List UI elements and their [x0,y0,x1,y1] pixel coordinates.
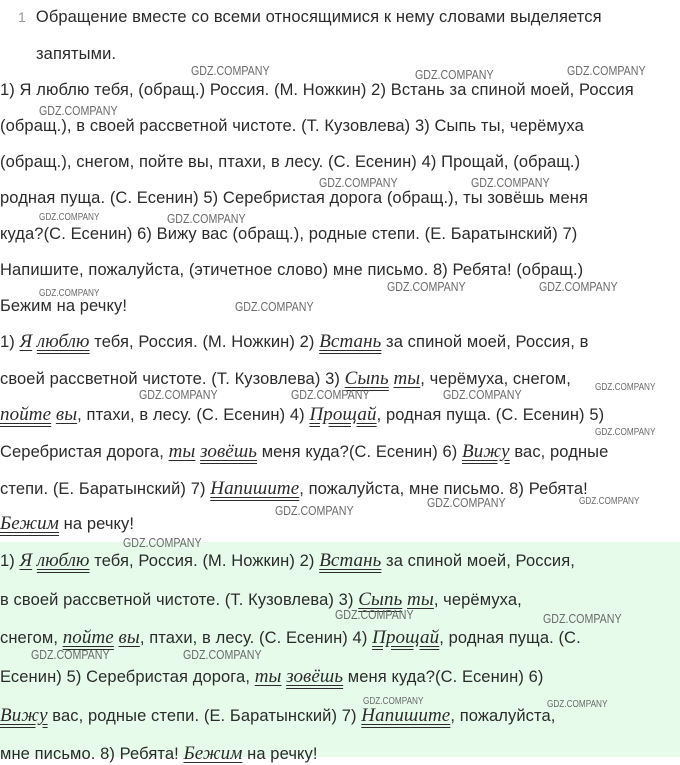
answer-3-line: мне письмо. 8) Ребята! Бежим на речку! [0,743,318,764]
watermark: GDZ.COMPANY [191,63,270,78]
predicate: Прощай [372,627,440,648]
watermark: GDZ.COMPANY [543,611,622,626]
watermark: GDZ.COMPANY [275,503,354,518]
answer-3-line: Вижу вас, родные степи. (Е. Баратынский) 7) Напишите, пожалуйста, [0,705,556,726]
predicate: пойте [0,404,52,425]
task-line-2: запятыми. [36,45,117,63]
answer-2-line: 1) Я люблю тебя, Россия. (М. Ножкин) 2) Встань за спиной моей, Россия, в [0,331,589,352]
answer-1-line: куда?(С. Есенин) 6) Вижу вас (обращ.), родные степи. (Е. Баратынский) 7) [0,225,578,243]
subject: вы [118,627,140,648]
watermark: GDZ.COMPANY [31,647,110,662]
watermark: GDZ.COMPANY [363,696,424,707]
subject: ты [393,368,421,389]
subject: ты [254,666,282,687]
predicate: зовёшь [200,441,258,462]
watermark: GDZ.COMPANY [547,699,608,710]
predicate: люблю [36,550,90,571]
watermark: GDZ.COMPANY [183,647,262,662]
answer-3-line: снегом, пойте вы, птахи, в лесу. (С. Есенин) 4) Прощай, родная пуща. (С. [0,627,581,648]
predicate: люблю [36,331,90,352]
predicate: Прощай [309,404,377,425]
answer-2-line: степи. (Е. Баратынский) 7) Напишите, пожалуйста, мне письмо. 8) Ребята! [0,478,588,499]
answer-1-line: Напишите, пожалуйста, (этичетное слово) мне письмо. 8) Ребята! (обращ.) [0,261,584,279]
predicate: пойте [62,627,114,648]
watermark: GDZ.COMPANY [319,175,398,190]
predicate: Встань [319,331,382,352]
answer-2-line: пойте вы, птахи, в лесу. (С. Есенин) 4) Прощай, родная пуща. (С. Есенин) 5) [0,404,605,425]
watermark: GDZ.COMPANY [539,279,618,294]
predicate: Встань [319,550,382,571]
answer-1-line: 1) Я люблю тебя, (обращ.) Россия. (М. Ножкин) 2) Встань за спиной моей, Россия [0,81,634,99]
predicate: Вижу [462,441,510,462]
predicate: Сыпь [358,589,403,610]
answer-2-line: Бежим на речку! [0,513,135,534]
task-number: 1 [18,9,26,25]
answer-1-line: родная пуща. (С. Есенин) 5) Серебристая дорога (обращ.), ты зовёшь меня [0,189,589,207]
subject: Я [19,331,33,352]
watermark: GDZ.COMPANY [471,175,550,190]
predicate: Бежим [183,743,243,764]
answer-3-line: 1) Я люблю тебя, Россия. (М. Ножкин) 2) Встань за спиной моей, Россия, [0,550,575,571]
answer-2-line: Серебристая дорога, ты зовёшь меня куда?(С. Есенин) 6) Вижу вас, родные [0,441,609,462]
answer-3-line: Есенин) 5) Серебристая дорога, ты зовёшь меня куда?(С. Есенин) 6) [0,666,544,687]
predicate: зовёшь [286,666,344,687]
watermark: GDZ.COMPANY [595,382,656,393]
answer-1-line: Бежим на речку! [0,297,128,315]
predicate: Бежим [0,513,59,534]
answer-1-line: (обращ.), в своей рассветной чистоте. (Т. Кузовлева) 3) Сыпь ты, черёмуха [0,117,584,135]
subject: вы [55,404,78,425]
watermark: GDZ.COMPANY [387,279,466,294]
predicate: Напишите [210,478,300,499]
watermark: GDZ.COMPANY [39,288,100,299]
watermark: GDZ.COMPANY [291,387,370,402]
watermark: GDZ.COMPANY [139,387,218,402]
watermark: GDZ.COMPANY [335,607,414,622]
predicate: Сыпь [344,368,389,389]
predicate: Напишите [361,705,451,726]
watermark: GDZ.COMPANY [39,212,100,223]
answer-2-line: своей рассветной чистоте. (Т. Кузовлева) 3) Сыпь ты, черёмуха, снегом, [0,368,571,389]
watermark: GDZ.COMPANY [235,299,314,314]
subject: Я [19,550,33,571]
answer-3-line: в своей рассветной чистоте. (Т. Кузовлева) 3) Сыпь ты, черёмуха, [0,589,522,610]
watermark: GDZ.COMPANY [123,535,202,550]
predicate: Вижу [0,705,48,726]
watermark: GDZ.COMPANY [579,496,640,507]
watermark: GDZ.COMPANY [595,427,656,438]
answer-1-line: (обращ.), снегом, пойте вы, птахи, в лесу. (С. Есенин) 4) Прощай, (обращ.) [0,153,581,171]
subject: ты [407,589,434,610]
watermark: GDZ.COMPANY [567,63,646,78]
watermark: GDZ.COMPANY [427,495,506,510]
watermark: GDZ.COMPANY [167,211,246,226]
task-line-1: 1 Обращение вместе со всеми относящимися к нему словами выделяется [18,8,602,26]
subject: ты [168,441,196,462]
watermark: GDZ.COMPANY [39,103,118,118]
watermark: GDZ.COMPANY [443,387,522,402]
watermark: GDZ.COMPANY [415,67,494,82]
